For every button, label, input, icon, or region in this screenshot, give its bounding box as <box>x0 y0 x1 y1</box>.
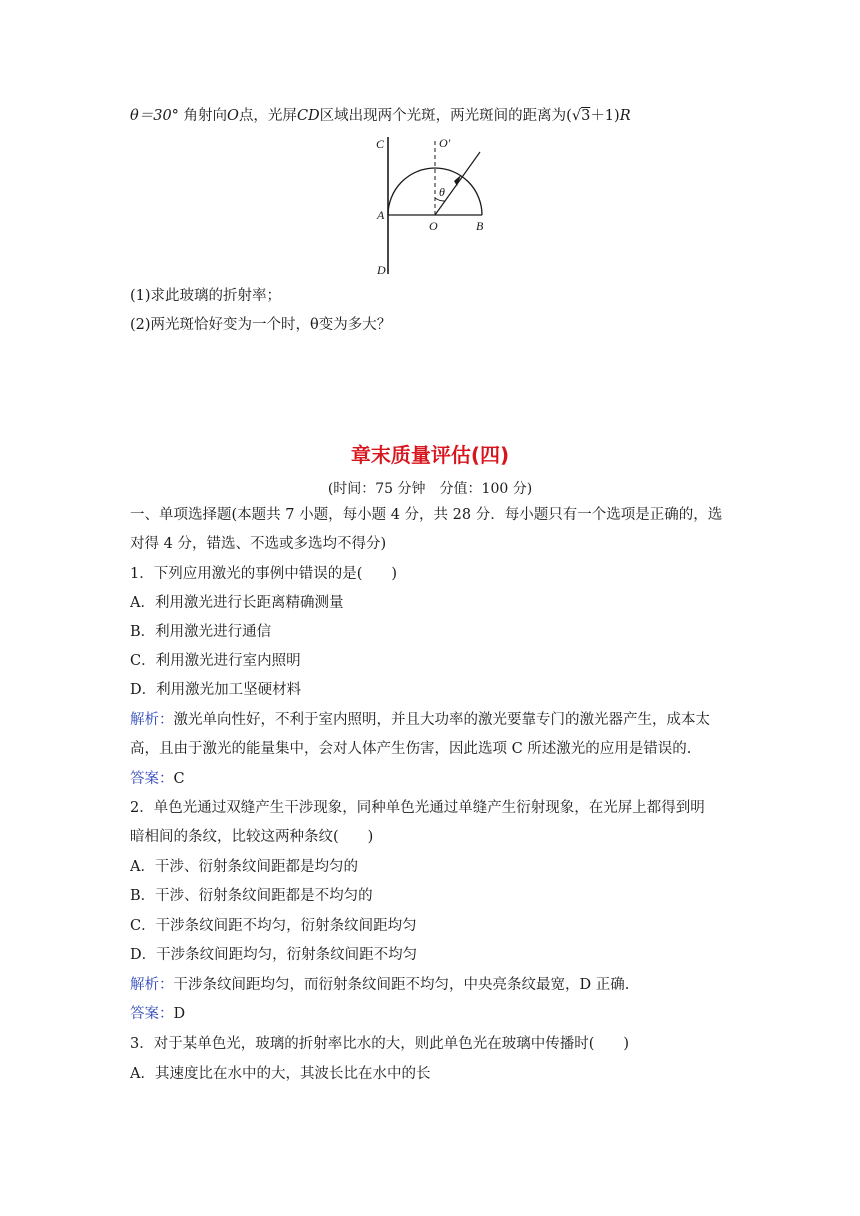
q3-option-a: A．其速度比在水中的大，其波长比在水中的长 <box>130 1066 431 1082</box>
q1-stem: 1．下列应用激光的事例中错误的是( ) <box>130 566 398 582</box>
subquestion-1: (1)求此玻璃的折射率； <box>130 288 282 304</box>
q2-option-d: D．干涉条纹间距均匀，衍射条纹间距不均匀 <box>130 947 418 963</box>
intro-text-b: 点，光屏 <box>238 108 297 124</box>
label-theta: θ <box>439 185 445 199</box>
label-c: C <box>376 137 385 151</box>
section-heading-line-1: 一、单项选择题(本题共 7 小题，每小题 4 分，共 28 分．每小题只有一个选项是正确的，选 <box>130 507 723 523</box>
q2-option-a: A．干涉、衍射条纹间距都是均匀的 <box>130 859 358 875</box>
intro-text-a: 角射向 <box>183 108 228 124</box>
q2-answer <box>130 1004 185 1024</box>
q1-option-c: C．利用激光进行室内照明 <box>130 653 301 669</box>
q2-option-c: C．干涉条纹间距不均匀，衍射条纹间距均匀 <box>130 918 417 934</box>
q2-analysis <box>130 975 629 995</box>
q1-option-b: B．利用激光进行通信 <box>130 624 272 640</box>
radius-r: R <box>619 108 631 124</box>
q1-answer-label: 答案： <box>130 771 174 787</box>
label-d: D <box>377 263 386 277</box>
subquestion-2: (2)两光斑恰好变为一个时，θ变为多大？ <box>130 317 392 333</box>
q1-answer-value: C <box>173 771 185 787</box>
section-heading-line-2: 对得 4 分，错选、不选或多选均不得分) <box>130 536 387 552</box>
chapter-title: 章末质量评估(四) <box>350 443 510 467</box>
q2-answer-value: D <box>173 1006 186 1022</box>
q3-stem: 3．对于某单色光，玻璃的折射率比水的大，则此单色光在玻璃中传播时( ) <box>130 1036 630 1052</box>
sqrt-number: 3 <box>581 108 591 124</box>
q2-stem-line-1: 2．单色光通过双缝产生干涉现象，同种单色光通过单缝产生衍射现象，在光屏上都得到明 <box>130 800 705 816</box>
q1-analysis-line-2: 高，且由于激光的能量集中，会对人体产生伤害，因此选项 C 所述激光的应用是错误的. <box>130 741 692 757</box>
q1-option-d: D．利用激光加工坚硬材料 <box>130 682 302 698</box>
q1-analysis-label: 解析： <box>130 712 174 728</box>
q2-answer-label: 答案： <box>130 1006 174 1022</box>
intro-line: θ＝30° 角射向O点，光屏CD区域出现两个光斑，两光斑间的距离为(√3＋1)R <box>130 108 631 124</box>
label-o-prime: O′ <box>439 136 451 150</box>
q2-stem-line-2: 暗相间的条纹，比较这两种条纹( ) <box>130 829 374 845</box>
q2-analysis-text: 干涉条纹间距均匀，而衍射条纹间距不均匀，中央亮条纹最宽，D 正确. <box>173 977 630 993</box>
q2-analysis-label: 解析： <box>130 977 174 993</box>
q1-answer <box>130 769 185 789</box>
intro-text-c: 区域出现两个光斑，两光斑间的距离为( <box>319 108 572 124</box>
q1-option-a: A．利用激光进行长距离精确测量 <box>130 595 344 611</box>
q1-analysis-text-1: 激光单向性好，不利于室内照明，并且大功率的激光要靠专门的激光器产生，成本太 <box>173 712 710 728</box>
label-b: B <box>476 219 484 233</box>
point-o: O <box>227 108 239 124</box>
theta-value: θ＝30° <box>130 108 179 124</box>
screen-cd: CD <box>296 108 320 124</box>
exam-meta: (时间：75 分钟 分值：100 分) <box>327 481 533 497</box>
q1-analysis-line-1 <box>130 710 710 730</box>
label-a: A <box>377 208 385 222</box>
q2-option-b: B．干涉、衍射条纹间距都是不均匀的 <box>130 888 373 904</box>
semicircle-figure <box>370 132 500 277</box>
intro-text-d: ＋1) <box>590 108 620 124</box>
label-o: O <box>429 219 438 233</box>
